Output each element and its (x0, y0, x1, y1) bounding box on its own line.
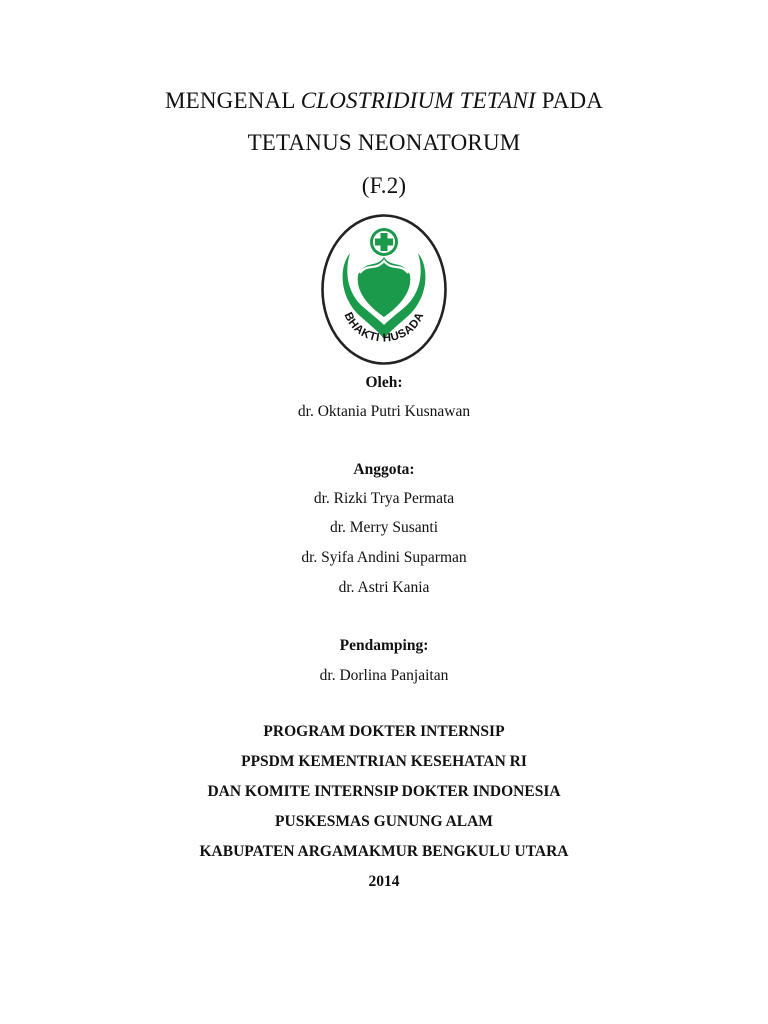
institution-line: KABUPATEN ARGAMAKMUR BENGKULU UTARA (199, 843, 569, 860)
supervisor-name: dr. Dorlina Panjaitan (319, 667, 449, 684)
member-name: dr. Rizki Trya Permata (313, 490, 455, 507)
logo-motto: BHAKTI HUSADA (341, 310, 427, 345)
members-heading: Anggota: (353, 461, 415, 478)
member-name: dr. Syifa Andini Suparman (301, 549, 467, 566)
supervisor-heading: Pendamping: (339, 637, 429, 654)
bhakti-husada-logo (320, 213, 448, 366)
member-name: dr. Astri Kania (338, 579, 430, 596)
title-italic-species: CLOSTRIDIUM TETANI (300, 88, 536, 113)
title-line-2: TETANUS NEONATORUM (247, 130, 521, 155)
member-name: dr. Merry Susanti (329, 519, 439, 536)
institution-line: PUSKESMAS GUNUNG ALAM (275, 813, 493, 830)
title-text-after: PADA (541, 88, 604, 113)
title-text-before: MENGENAL (164, 88, 295, 113)
institution-line: PROGRAM DOKTER INTERNSIP (263, 723, 505, 740)
title-line-3: (F.2) (361, 173, 407, 198)
institution-line: PPSDM KEMENTRIAN KESEHATAN RI (241, 753, 527, 770)
title-line-1 (0, 88, 768, 114)
author-name: dr. Oktania Putri Kusnawan (297, 403, 471, 420)
document-year: 2014 (368, 873, 400, 890)
institution-line: DAN KOMITE INTERNSIP DOKTER INDONESIA (207, 783, 561, 800)
author-heading: Oleh: (365, 374, 403, 391)
